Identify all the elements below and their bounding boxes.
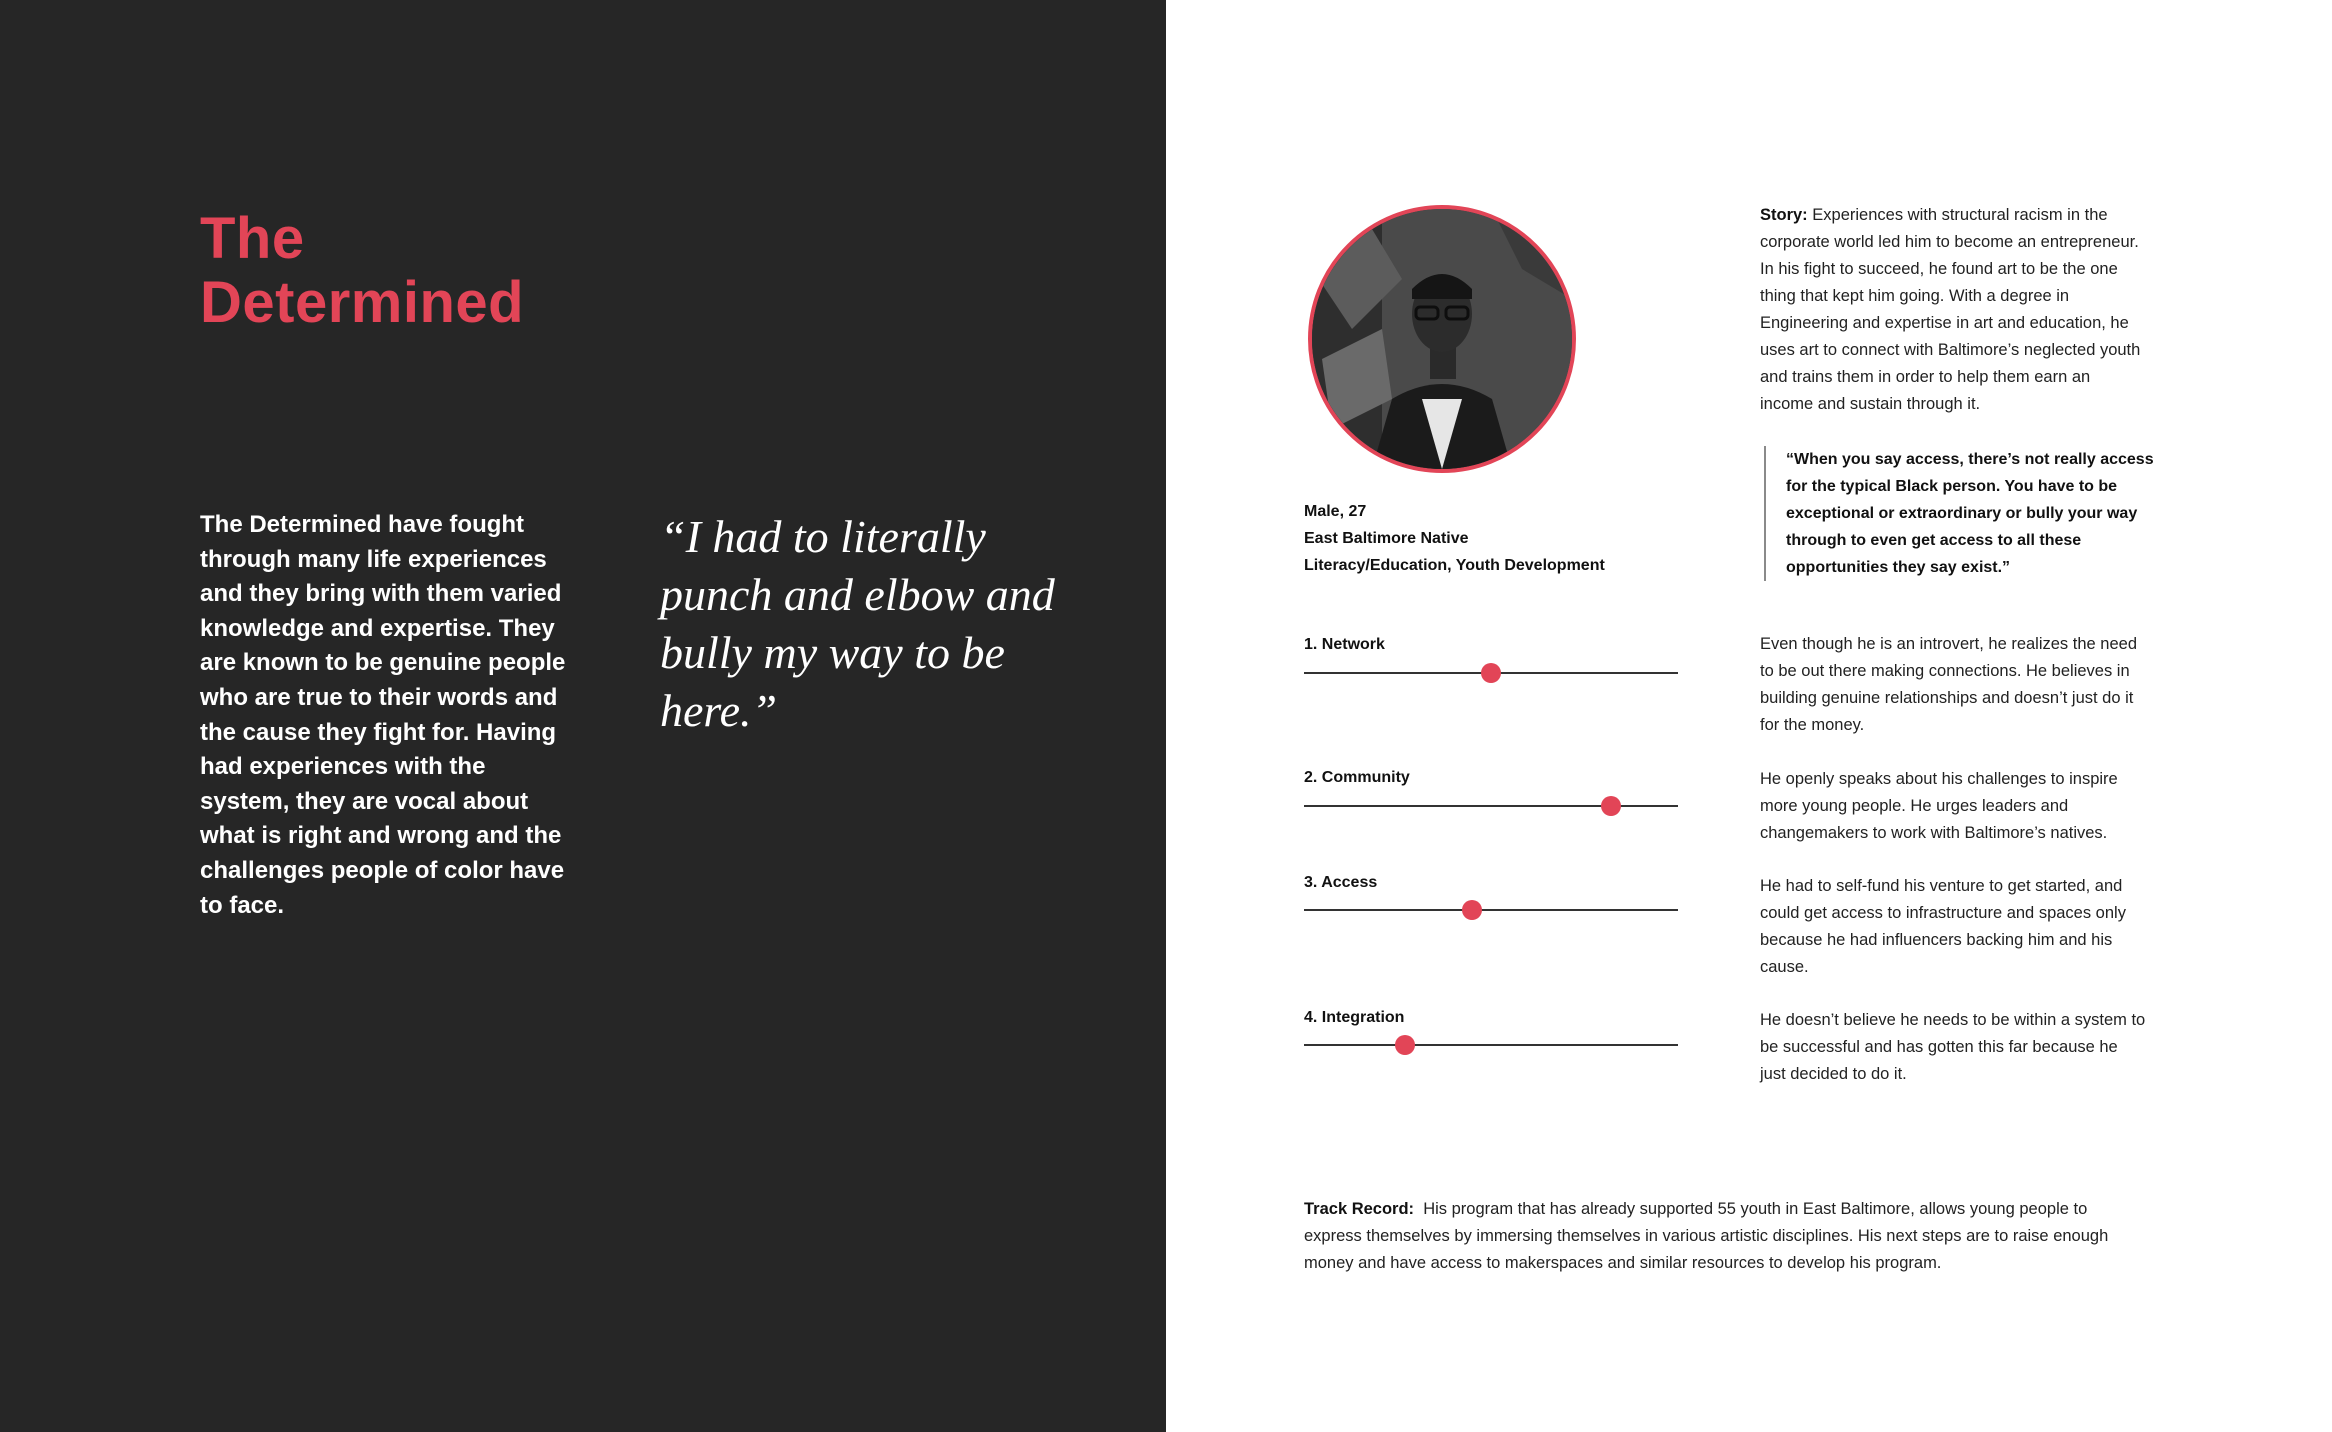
profile-demographic: Male, 27 [1304,503,1367,520]
pull-quote: “I had to literally punch and elbow and bully my way to be here.” [660,511,1055,736]
persona-title-line-1: The [200,206,305,271]
metric-description-access: He had to self-fund his venture to get started, and could get access to infrastructure and spaces only because he had influencers backing him and his cause. [1760,877,2126,976]
story [1760,202,2142,418]
metric-description-integration: He doesn’t believe he needs to be within a system to be successful and has gotten this far because he just decided to do it. [1760,1011,2146,1083]
metric-description-network: Even though he is an introvert, he realizes the need to be out there making connections. He believes in building genuine relationships and doesn’t just do it for the money. [1760,635,2137,734]
persona-intro: The Determined have fought through many life experiences and they bring with them varied knowledge and expertise. They are known to be genuine people who are true to their words and the cause they fight for. Having had experiences with the system, they are vocal about what is right and wrong and the challenges people of color have to face. [200,511,566,919]
metric-track-community [1304,805,1678,807]
metric-description-community: He openly speaks about his challenges to inspire more young people. He urges leaders and changemakers to work with Baltimore’s natives. [1760,770,2118,842]
metric-track-access [1304,909,1678,911]
avatar [1308,205,1576,473]
metric-track-integration [1304,1044,1678,1046]
track-record [1304,1196,2124,1277]
metric-dot-integration [1395,1035,1415,1055]
metric-label-community: 2. Community [1304,769,1410,786]
metric-label-integration: 4. Integration [1304,1009,1405,1026]
metric-dot-community [1601,796,1621,816]
profile-interests: Literacy/Education, Youth Development [1304,557,1605,574]
track-record-text: His program that has already supported 55 youth in East Baltimore, allows young people to express themselves by immersing themselves in various artistic disciplines. His next steps are to raise enough money and have access to makerspaces and similar resources to develop his program. [1304,1200,2109,1272]
track-record-label: Track Record: [1304,1200,1415,1218]
metric-label-network: 1. Network [1304,636,1385,653]
metric-track-network [1304,672,1678,674]
persona-title-line-2: Determined [200,270,525,335]
profile-origin: East Baltimore Native [1304,530,1469,547]
interview-quote: “When you say access, there’s not really access for the typical Black person. You have to be exceptional or extraordinary or bully your way through to even get access to all these opportunities they say exist.” [1764,446,2162,581]
metric-dot-network [1481,663,1501,683]
portrait-photo-icon [1312,209,1572,469]
story-label: Story: [1760,206,1808,224]
persona-title [200,207,524,335]
profile-details [1304,498,1664,579]
metric-label-access: 3. Access [1304,874,1378,891]
story-text: Experiences with structural racism in the corporate world led him to become an entrepreneur. In his fight to succeed, he found art to be the one thing that kept him going. With a degree in Engineering and expertise in art and education, he uses art to connect with Baltimore’s neglected youth and trains them in order to help them earn an income and sustain through it. [1760,206,2141,413]
